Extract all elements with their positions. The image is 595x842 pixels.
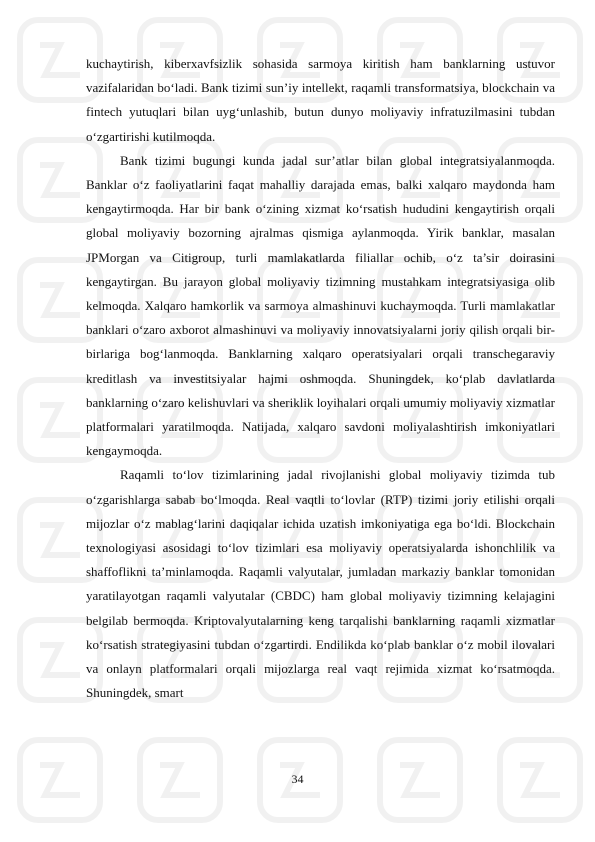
paragraph-2: Bank tizimi bugungi kunda jadal sur’atlar bilan global integratsiyalanmoqda. Banklar o‘z faoliyatlarini faqat mahalliy darajada emas, balki xalqaro maydonda ham kengaytirmoqda. Har bir bank o‘zining xizmat ko‘rsatish hududini kengaytirish orqali global moliyaviy bozorning ajralmas qismiga aylanmoqda. Yirik banklar, masalan JPMorgan va Citigroup, turli mamlakatlarda filiallar ochib, o‘z ta’sir doirasini kengaytirgan. Bu jarayon global moliyaviy tizimning mustahkam integratsiyasiga olib kelmoqda. Xalqaro hamkorlik va sarmoya almashinuvi kuchaymoqda. Turli mamlakatlar banklari o‘zaro axborot almashinuvi va moliyaviy innovatsiyalarni joriy qilish orqali bir-birlariga bog‘lanmoqda. Banklarning xalqaro operatsiyalari orqali transchegaraviy kreditlash va investitsiyalar hajmi oshmoqda. Shuningdek, ko‘plab davlatlarda banklarning o‘zaro kelishuvlari va sheriklik loyihalari orqali umumiy moliyaviy xizmatlar platformalari yaratilmoqda. Natijada, xalqaro savdoni moliyalashtirish imkoniyatlari kengaymoqda. [86, 152, 555, 459]
document-body [86, 52, 555, 705]
page-number: 34 [291, 772, 304, 786]
paragraph-3: Raqamli to‘lov tizimlarining jadal rivojlanishi global moliyaviy tizimda tub o‘zgarishlarga sabab bo‘lmoqda. Real vaqtli to‘lovlar (RTP) tizimi joriy etilishi orqali mijozlar o‘z mablag‘larini daqiqalar ichida uzatish imkoniyatiga ega bo‘ldi. Blockchain texnologiyasi asosidagi to‘lov tizimlari esa moliyaviy operatsiyalarda ishonchlilik va shaffoflikni ta’minlamoqda. Raqamli valyutalar, jumladan markaziy banklar tomonidan yaratilayotgan raqamli valyutalar (CBDC) ham global moliyaviy tizimning kelajagini belgilab bermoqda. Kriptovalyutalarning keng tarqalishi banklarning raqamli xizmatlar ko‘rsatish strategiyasini tubdan o‘zgartirdi. Endilikda ko‘plab banklar o‘z mobil ilovalari va onlayn platformalari orqali mijozlarga real vaqt rejimida xizmat ko‘rsatmoqda. Shuningdek, smart [86, 467, 555, 701]
paragraph-1: kuchaytirish, kiberxavfsizlik sohasida sarmoya kiritish ham banklarning ustuvor vazifalaridan bo‘ladi. Bank tizimi sun’iy intellekt, raqamli transformatsiya, blockchain va fintech yutuqlari bilan uyg‘unlashib, butun dunyo moliyaviy infratuzilmasini tubdan o‘zgartirishi kutilmoqda. [86, 56, 555, 144]
